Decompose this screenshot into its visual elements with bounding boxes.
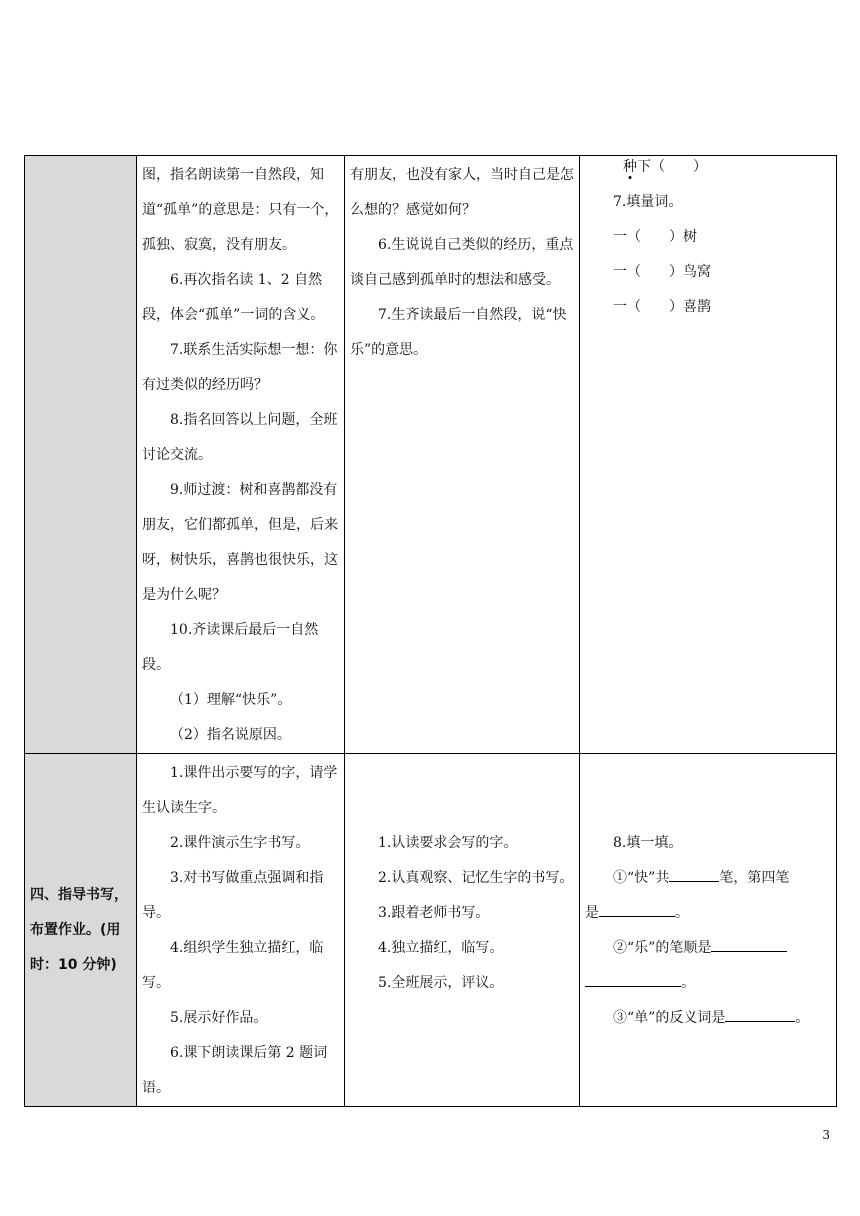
teacher-step: 图，指名朗读第一自然段，知道“孤单”的意思是：只有一个，孤独、寂寞，没有朋友。 [142, 167, 339, 253]
teacher-step: 10.齐读课后最后一自然段。 [142, 622, 319, 673]
lesson-plan-table [24, 155, 837, 1107]
exercise-item-cont: 。 [585, 966, 831, 1001]
exercise-item-cont: 是 。 [585, 896, 831, 931]
teacher-step: 3.对书写做重点强调和指导。 [142, 870, 324, 921]
exercise-item: 一（ ）喜鹊 [613, 299, 711, 315]
exercise-cell [580, 754, 837, 1107]
teacher-step: 6.再次指名读 1、2 自然段，体会“孤单”一词的含义。 [142, 272, 325, 323]
exercise-item: 一（ ）鸟窝 [613, 264, 711, 280]
table-row [25, 156, 837, 754]
emphasized-char: 种 [623, 159, 637, 175]
teacher-step: 5.展示好作品。 [170, 1010, 268, 1026]
page-number: 3 [822, 1128, 830, 1142]
teacher-activity-cell [137, 754, 345, 1107]
exercise-item: ①“快”共 笔，第四笔 [585, 861, 831, 896]
student-step: 1.认读要求会写的字。 [378, 835, 518, 851]
teacher-step: 6.课下朗读课后第 2 题词语。 [142, 1045, 328, 1096]
exercise-item: 一（ ）树 [613, 229, 697, 245]
teacher-step: 8.指名回答以上问题，全班讨论交流。 [142, 412, 338, 463]
teacher-substep: （2）指名说原因。 [170, 727, 291, 743]
student-activity-cell [345, 156, 580, 754]
teacher-step: 9.师过渡：树和喜鹊都没有朋友，它们都孤单，但是，后来呀，树快乐，喜鹊也很快乐，这是为什么呢？ [142, 482, 338, 603]
stage-cell [25, 754, 137, 1107]
student-step: 4.独立描红，临写。 [378, 940, 504, 956]
teacher-activity-cell [137, 156, 345, 754]
teacher-step: 1.课件出示要写的字，请学生认读生字。 [142, 765, 338, 816]
exercise-cell [580, 156, 837, 754]
teacher-step: 7.联系生活实际想一想：你有过类似的经历吗？ [142, 342, 338, 393]
teacher-substep: （1）理解“快乐”。 [170, 692, 292, 708]
student-activity-cell [345, 754, 580, 1107]
student-step: 5.全班展示，评议。 [378, 975, 504, 991]
student-step: 有朋友，也没有家人，当时自己是怎么想的？感觉如何？ [350, 167, 574, 218]
stage-title: 四、指导书写，布置作业。(用时：10 分钟) [30, 886, 128, 973]
stage-cell [25, 156, 137, 754]
teacher-step: 2.课件演示生字书写。 [170, 835, 310, 851]
teacher-step: 4.组织学生独立描红，临写。 [142, 940, 324, 991]
exercise-item: ②“乐”的笔顺是 [585, 931, 831, 966]
student-step: 6.生说说自己类似的经历，重点谈自己感到孤单时的想法和感受。 [350, 237, 574, 288]
exercise-question-title: 8.填一填。 [613, 835, 683, 851]
exercise-line: 种下（ ） [623, 159, 707, 175]
exercise-question-title: 7.填量词。 [613, 194, 683, 210]
table-row [25, 754, 837, 1107]
student-step: 2.认真观察、记忆生字的书写。 [378, 870, 574, 886]
student-step: 3.跟着老师书写。 [378, 905, 490, 921]
student-step: 7.生齐读最后一自然段，说“快乐”的意思。 [350, 307, 567, 358]
exercise-item: ③“单”的反义词是 。 [585, 1001, 831, 1036]
